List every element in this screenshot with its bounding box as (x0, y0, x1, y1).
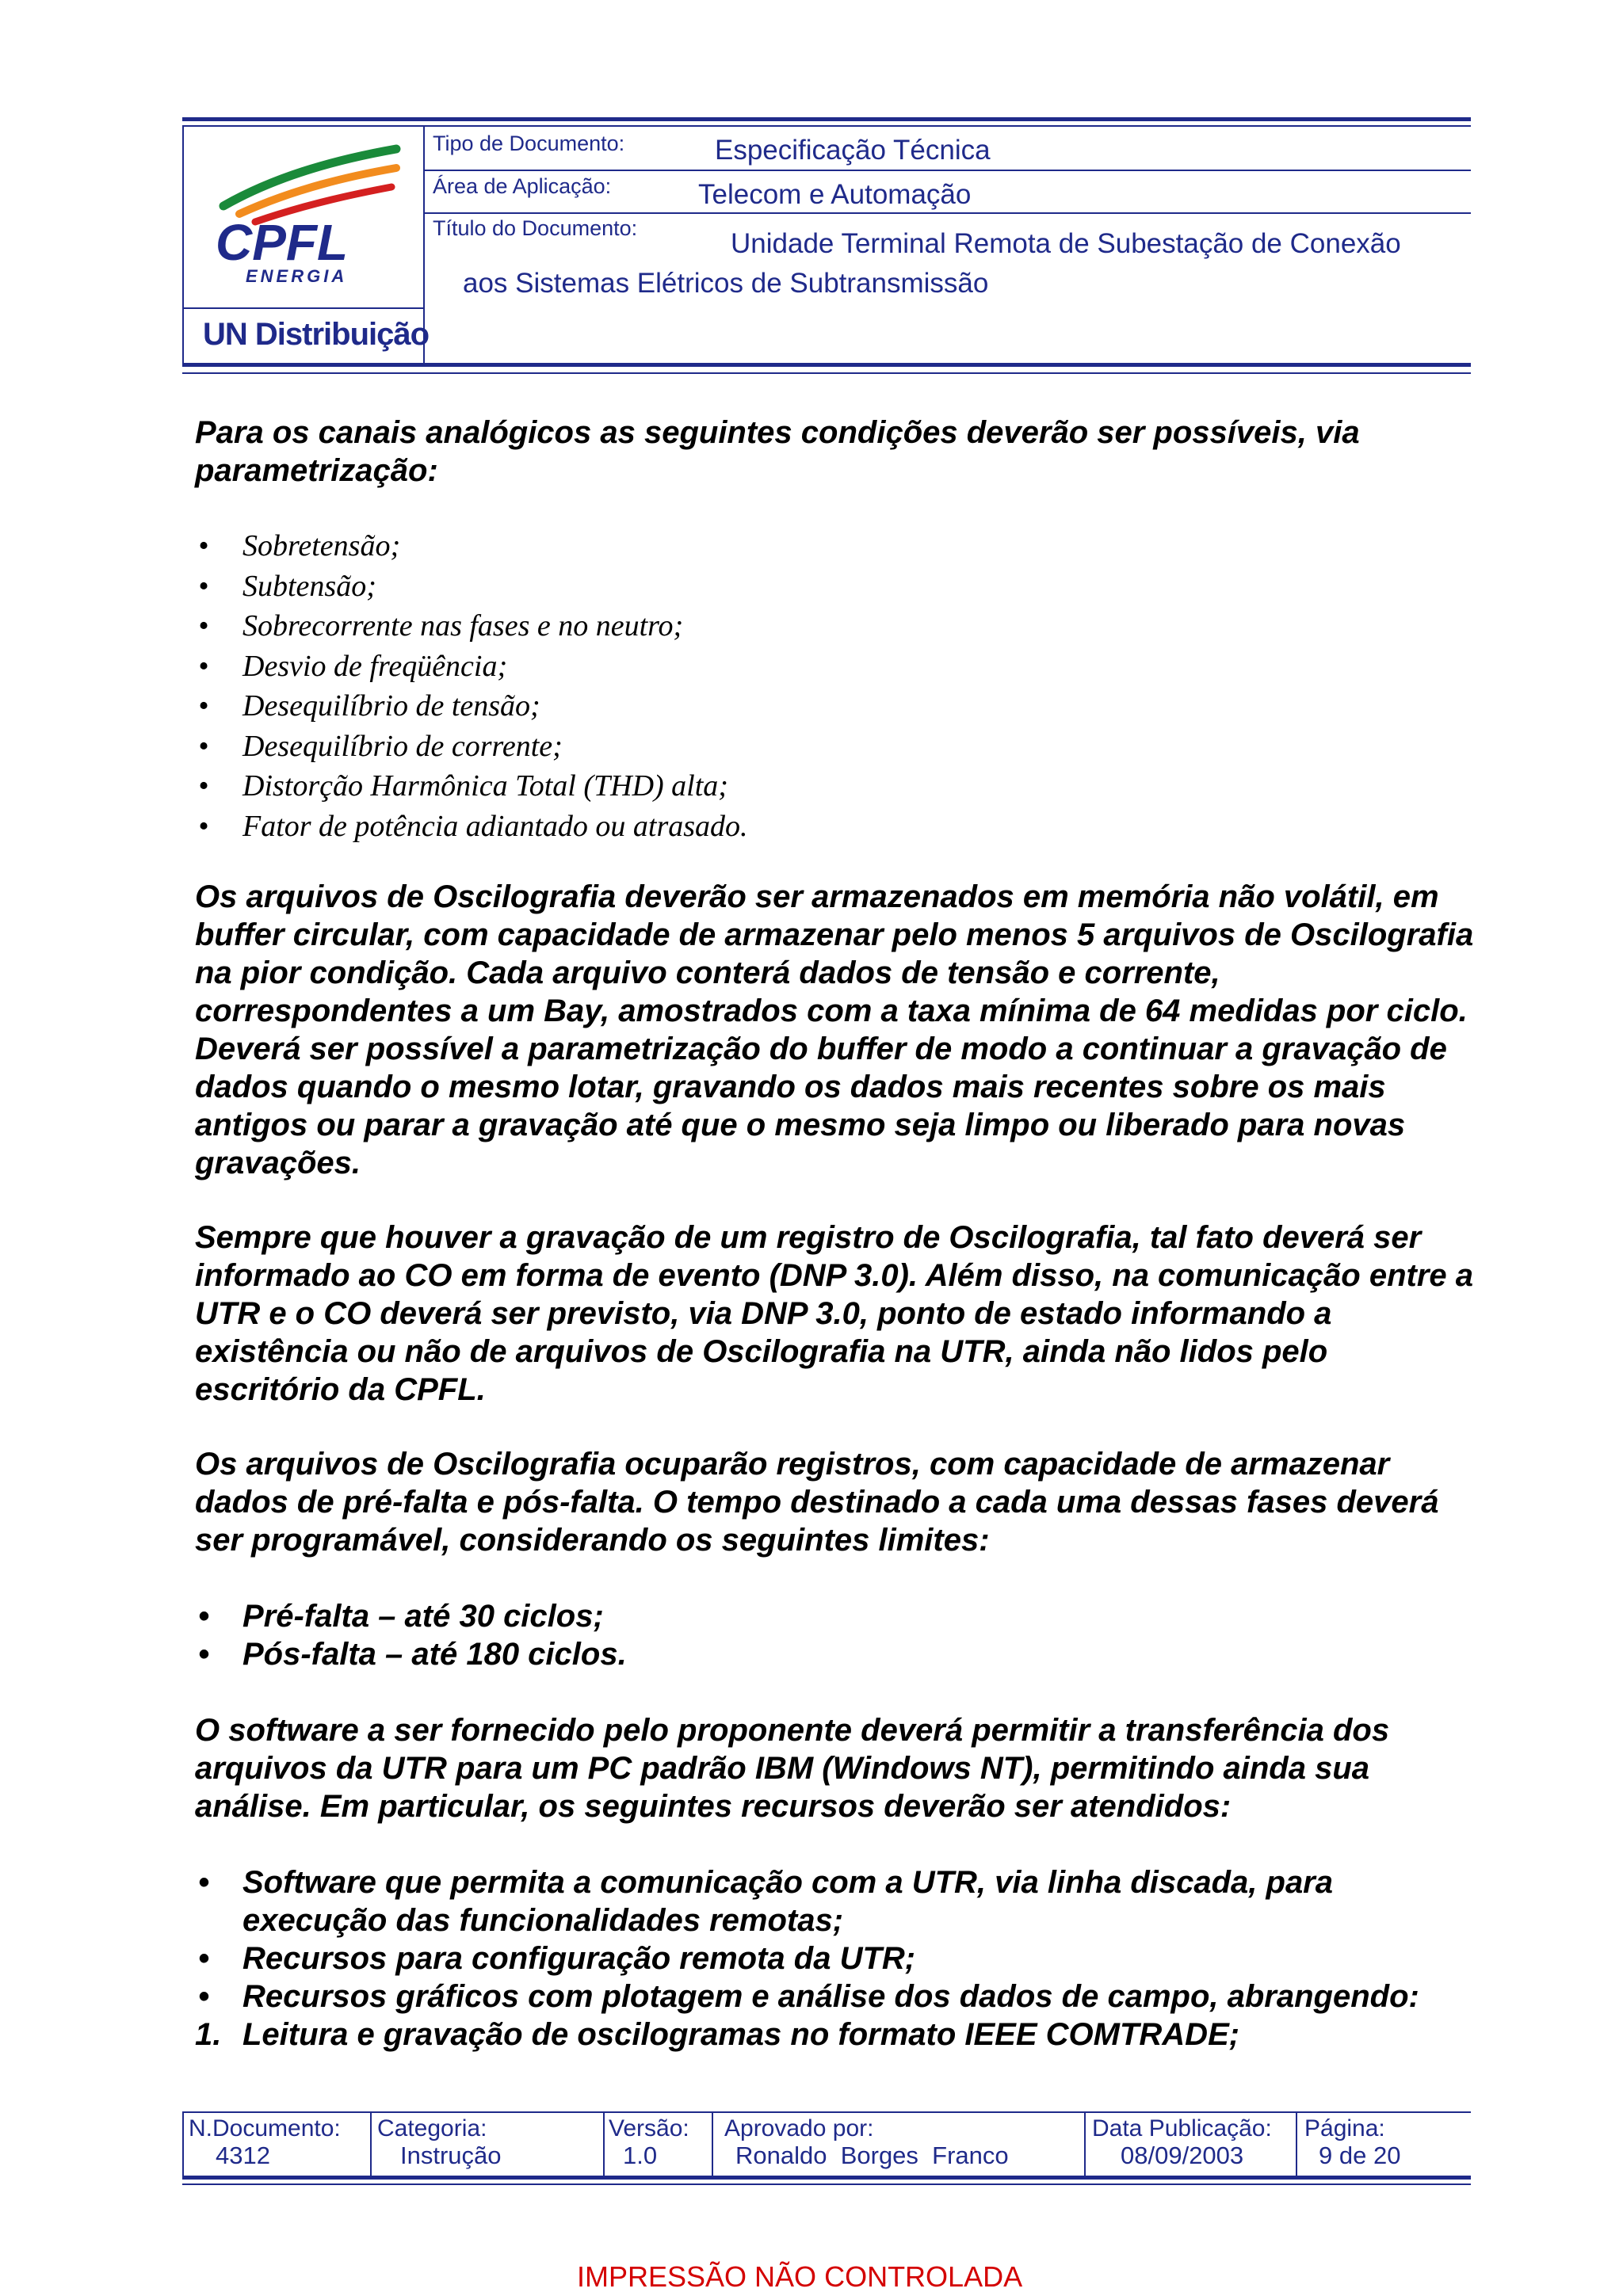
header-row-divider-2 (425, 212, 1471, 214)
area-value: Telecom e Automação (698, 179, 972, 210)
footer-divider (182, 2111, 184, 2176)
versao-value: 1.0 (623, 2142, 658, 2169)
limits-list (195, 1597, 627, 1673)
list-item: • Software que permita a comunicação com a UTR, via linha discada, para execução das funcionalidades remotas; (198, 1865, 1333, 1938)
data-publicacao-label: Data Publicação: (1092, 2115, 1272, 2142)
ndoc-label: N.Documento: (189, 2115, 341, 2142)
logo-separator (184, 307, 423, 309)
tipo-value: Especificação Técnica (715, 135, 991, 166)
footer-bottom-rule-thin (182, 2183, 1471, 2185)
header-top-rule (182, 117, 1471, 121)
unit-name: UN Distribuição (203, 317, 430, 352)
aprovado-value: Ronaldo Borges Franco (735, 2142, 1009, 2169)
numbered-item: 1. Leitura e gravação de oscilogramas no formato IEEE COMTRADE; (195, 2017, 1240, 2052)
footer-divider (1296, 2111, 1297, 2176)
paragraph-ocuparao: Os arquivos de Oscilografia ocuparão registros, com capacidade de armazenar dados de pré-falta e pós-falta. O tempo destinado a cada uma dessas fases deverá ser programável, considerando os seguintes limites: (195, 1447, 1439, 1558)
list-item: • Desequilíbrio de corrente; (198, 729, 563, 763)
resources-list (195, 1863, 1479, 2054)
paragraph-sempre: Sempre que houver a gravação de um registro de Oscilografia, tal fato deverá ser informado ao CO em forma de evento (DNP 3.0). Além disso, na comunicação entre a UTR e o CO deverá ser previsto, via DNP 3.0, ponto de estado informando a existência ou não de arquivos de Oscilografia na UTR, ainda não lidos pelo escritório da CPFL. (195, 1220, 1473, 1407)
list-item: • Sobrecorrente nas fases e no neutro; (198, 609, 684, 643)
titulo-line-2: aos Sistemas Elétricos de Subtransmissão (463, 268, 989, 299)
list-item: • Pré-falta – até 30 ciclos; (198, 1599, 604, 1634)
list-item: • Desequilíbrio de tensão; (198, 689, 540, 723)
conditions-list (195, 526, 748, 846)
header-bottom-rule (182, 363, 1471, 367)
list-item: • Sobretensão; (198, 529, 401, 563)
footer-bottom-rule (182, 2176, 1471, 2180)
aprovado-label: Aprovado por: (724, 2115, 874, 2142)
header-bottom-rule-thin (182, 372, 1471, 374)
categoria-value: Instrução (400, 2142, 502, 2169)
footer-divider (370, 2111, 372, 2176)
tipo-label: Tipo de Documento: (433, 132, 625, 155)
list-item: • Distorção Harmônica Total (THD) alta; (198, 769, 728, 803)
paragraph-software: O software a ser fornecido pelo proponente deverá permitir a transferência dos arquivos da UTR para um PC padrão IBM (Windows NT), permitindo ainda sua análise. Em particular, os seguintes recursos deverão ser atendidos: (195, 1713, 1390, 1824)
ndoc-value: 4312 (216, 2142, 270, 2169)
header-row-divider-1 (425, 170, 1471, 171)
list-item: • Recursos gráficos com plotagem e análise dos dados de campo, abrangendo: (198, 1979, 1419, 2014)
company-logo (184, 127, 423, 309)
list-item: • Subtensão; (198, 569, 376, 603)
footer-divider (712, 2111, 713, 2176)
intro-paragraph: Para os canais analógicos as seguintes condições deverão ser possíveis, via parametrização: (195, 415, 1360, 488)
list-item: • Desvio de freqüência; (198, 649, 508, 683)
logo-subtext: ENERGIA (246, 266, 348, 286)
titulo-line-1: Unidade Terminal Remota de Subestação de Conexão (731, 228, 1401, 259)
footer-divider (603, 2111, 605, 2176)
list-item: • Fator de potência adiantado ou atrasado. (198, 809, 748, 843)
pagina-value: 9 de 20 (1319, 2142, 1401, 2169)
list-item: • Recursos para configuração remota da UTR; (198, 1941, 916, 1976)
versao-label: Versão: (609, 2115, 689, 2142)
logo-text: CPFL (216, 214, 349, 271)
footer-divider (1084, 2111, 1086, 2176)
list-item: • Pós-falta – até 180 ciclos. (198, 1637, 627, 1672)
cpfl-logo-icon (184, 127, 423, 309)
uncontrolled-print-notice: IMPRESSÃO NÃO CONTROLADA (577, 2260, 1023, 2293)
pagina-label: Página: (1304, 2115, 1385, 2142)
categoria-label: Categoria: (377, 2115, 487, 2142)
area-label: Área de Aplicação: (433, 174, 612, 198)
titulo-label: Título do Documento: (433, 216, 638, 240)
paragraph-arquivos: Os arquivos de Oscilografia deverão ser armazenados em memória não volátil, em buffer circular, com capacidade de armazenar pelo menos 5 arquivos de Oscilografia na pior condição. Cada arquivo conterá dados de tensão e corrente, correspondentes a um Bay, amostrados com a taxa mínima de 64 medidas por ciclo. Deverá ser possível a parametrização do buffer de modo a continuar a gravação de dados quando o mesmo lotar, gravando os dados mais recentes sobre os mais antigos ou parar a gravação até que o mesmo seja limpo ou liberado para novas gravações. (195, 879, 1474, 1180)
data-publicacao-value: 08/09/2003 (1121, 2142, 1244, 2169)
footer-top-rule (182, 2111, 1471, 2113)
